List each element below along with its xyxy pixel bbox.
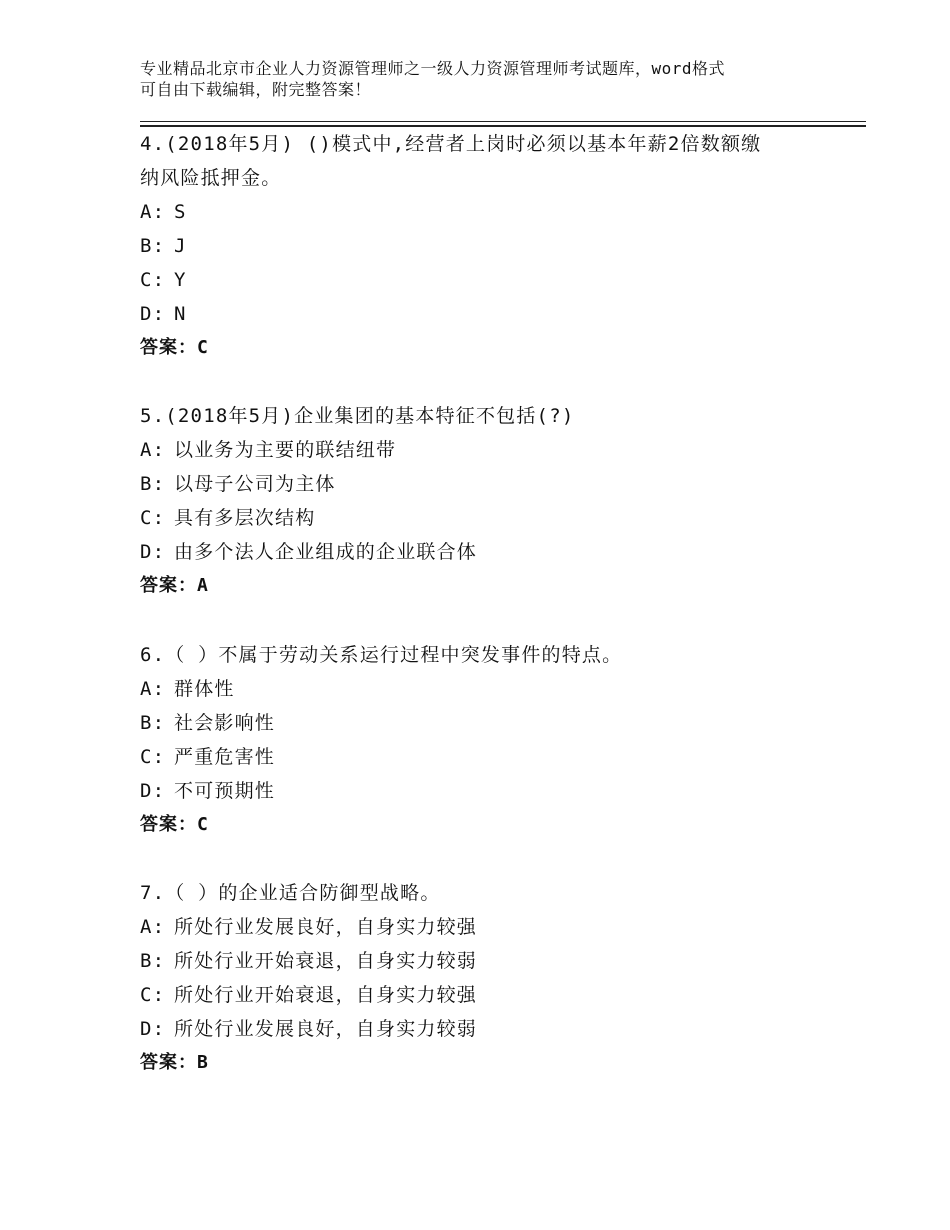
answer-line [140, 808, 840, 842]
option-text: 所处行业发展良好，自身实力较强 [174, 916, 478, 938]
option-letter: B: [140, 712, 166, 734]
option-letter: C: [140, 984, 166, 1006]
option-c [140, 263, 840, 297]
option-a [140, 433, 840, 467]
answer-value: A [197, 575, 209, 596]
option-text: 不可预期性 [174, 780, 276, 802]
option-letter: C: [140, 507, 166, 529]
option-letter: A: [140, 439, 166, 461]
option-d [140, 297, 840, 331]
option-d [140, 1012, 840, 1046]
option-letter: A: [140, 916, 166, 938]
header-divider-thin [140, 121, 866, 122]
option-c [140, 501, 840, 535]
option-text: 所处行业开始衰退，自身实力较强 [174, 984, 478, 1006]
answer-value: C [197, 337, 209, 358]
option-c [140, 978, 840, 1012]
option-d [140, 774, 840, 808]
option-a [140, 672, 840, 706]
option-a [140, 910, 840, 944]
option-text: 具有多层次结构 [174, 507, 316, 529]
option-text: 社会影响性 [174, 712, 276, 734]
question-5 [140, 399, 840, 603]
option-text: 所处行业开始衰退，自身实力较弱 [174, 950, 478, 972]
answer-value: B [197, 1052, 209, 1073]
option-text: N [174, 303, 187, 325]
answer-label: 答案： [140, 814, 197, 835]
header-line-2: 可自由下载编辑，附完整答案！ [140, 80, 372, 99]
option-a [140, 195, 840, 229]
option-text: S [174, 201, 187, 223]
option-letter: C: [140, 269, 166, 291]
answer-line [140, 331, 840, 365]
option-letter: B: [140, 235, 166, 257]
option-b [140, 467, 840, 501]
option-d [140, 535, 840, 569]
option-letter: B: [140, 950, 166, 972]
option-c [140, 740, 840, 774]
option-text: 所处行业发展良好，自身实力较弱 [174, 1018, 478, 1040]
question-6 [140, 638, 840, 842]
option-letter: A: [140, 201, 166, 223]
document-header [140, 58, 840, 100]
option-text: 以业务为主要的联结纽带 [174, 439, 397, 461]
option-letter: B: [140, 473, 166, 495]
option-text: J [174, 235, 187, 257]
answer-line [140, 1046, 840, 1080]
option-letter: D: [140, 1018, 166, 1040]
option-letter: D: [140, 303, 166, 325]
option-text: 群体性 [174, 678, 235, 700]
option-b [140, 229, 840, 263]
question-stem: 5.(2018年5月)企业集团的基本特征不包括(?) [140, 405, 575, 427]
answer-line [140, 569, 840, 603]
option-letter: C: [140, 746, 166, 768]
option-text: 由多个法人企业组成的企业联合体 [174, 541, 478, 563]
question-4 [140, 127, 840, 365]
option-letter: A: [140, 678, 166, 700]
option-letter: D: [140, 780, 166, 802]
answer-value: C [197, 814, 209, 835]
header-line-1: 专业精品北京市企业人力资源管理师之一级人力资源管理师考试题库，word格式 [140, 59, 726, 78]
option-b [140, 944, 840, 978]
answer-label: 答案： [140, 1052, 197, 1073]
option-letter: D: [140, 541, 166, 563]
question-stem: 6.（ ）不属于劳动关系运行过程中突发事件的特点。 [140, 644, 623, 666]
option-text: 以母子公司为主体 [174, 473, 336, 495]
question-stem: 4.(2018年5月) ()模式中,经营者上岗时必须以基本年薪2倍数额缴 [140, 133, 762, 155]
question-7 [140, 876, 840, 1080]
question-stem: 7.（ ）的企业适合防御型战略。 [140, 882, 441, 904]
option-text: Y [174, 269, 187, 291]
option-text: 严重危害性 [174, 746, 276, 768]
question-stem-continued: 纳风险抵押金。 [140, 167, 282, 189]
answer-label: 答案： [140, 575, 197, 596]
answer-label: 答案： [140, 337, 197, 358]
option-b [140, 706, 840, 740]
